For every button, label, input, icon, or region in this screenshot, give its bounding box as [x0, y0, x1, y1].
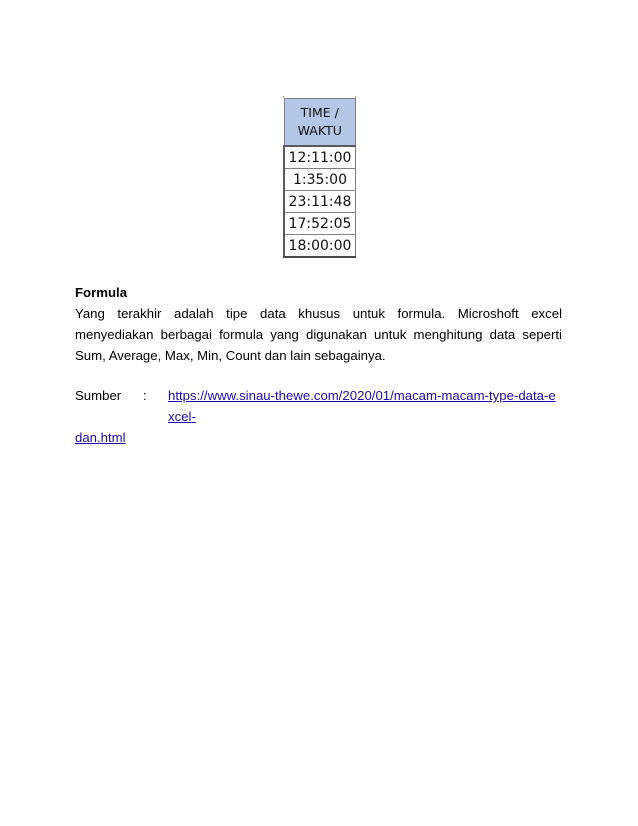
source-label: Sumber: [75, 388, 122, 403]
section-paragraph: Yang terakhir adalah tipe data khusus untuk formula. Microshoft excel menyediakan berbagai formula yang digunakan untuk menghitung data seperti Sum, Average, Max, Min, Count dan lain sebagainya.: [75, 306, 562, 363]
table-row: [284, 213, 356, 235]
section-heading: Formula: [75, 285, 128, 300]
table-row: [284, 146, 356, 169]
source-line: [75, 385, 562, 427]
source-link-continuation[interactable]: dan.html: [75, 430, 126, 445]
time-cell: 17:52:05: [284, 213, 356, 235]
time-cell: 1:35:00: [284, 169, 356, 191]
table-row: [284, 169, 356, 191]
document-body: [75, 282, 562, 448]
header-line-1: TIME /: [300, 105, 339, 120]
time-cell: 18:00:00: [284, 235, 356, 258]
table-row: [284, 191, 356, 213]
table-row: [284, 235, 356, 258]
header-line-2: WAKTU: [297, 123, 342, 138]
table-header-row: [284, 99, 356, 147]
time-cell: 23:11:48: [284, 191, 356, 213]
time-table: [283, 98, 356, 258]
excel-table-image: [283, 96, 356, 258]
time-column-header: [284, 99, 356, 147]
source-colon: :: [143, 388, 147, 403]
source-link[interactable]: https://www.sinau-thewe.com/2020/01/macam-macam-type-data-excel-: [168, 388, 556, 424]
time-cell: 12:11:00: [284, 146, 356, 169]
